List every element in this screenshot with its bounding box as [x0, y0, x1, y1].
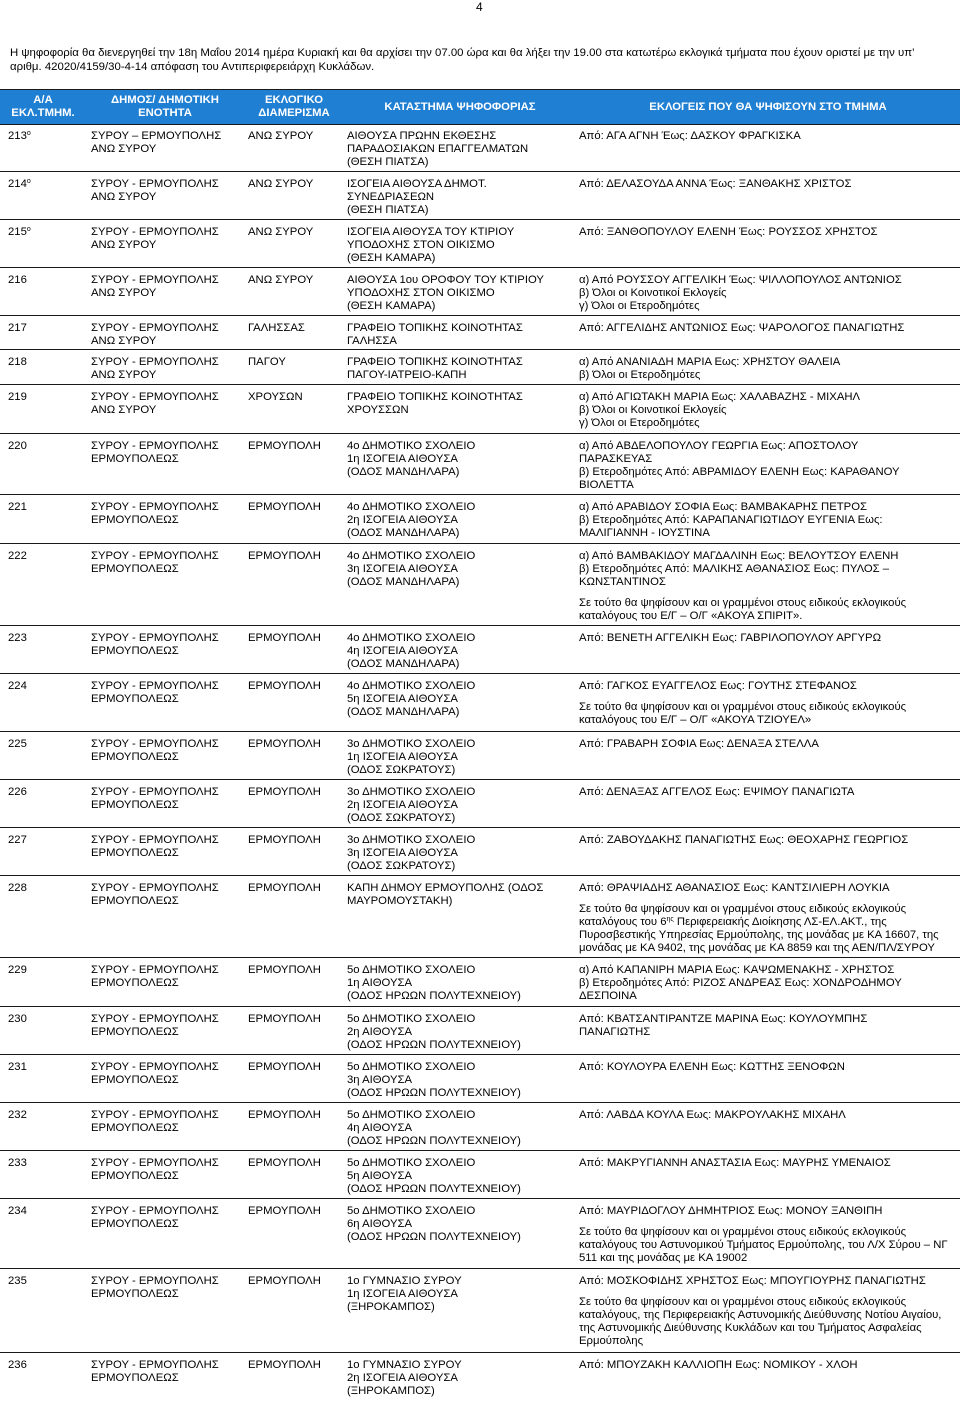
- electoral-district: ΕΡΜΟΥΠΟΛΗ: [248, 1359, 321, 1371]
- municipality: ΣΥΡΟΥ - ΕΡΜΟΥΠΟΛΗΣ ΕΡΜΟΥΠΟΛΕΩΣ: [91, 1359, 219, 1384]
- municipality: ΣΥΡΟΥ - ΕΡΜΟΥΠΟΛΗΣ ΕΡΜΟΥΠΟΛΕΩΣ: [91, 680, 219, 705]
- voters: Από: ΑΓΓΕΛΙΔΗΣ ΑΝΤΩΝΙΟΣ Εως: ΨΑΡΟΛΟΓΟΣ ΠΑΝΑΓΙΩΤΗΣ: [579, 322, 905, 334]
- row-separator: [0, 779, 960, 780]
- section-number: 232: [8, 1109, 27, 1121]
- electoral-district: ΕΡΜΟΥΠΟΛΗ: [248, 738, 321, 750]
- polling-station: ΑΙΘΟΥΣΑ 1ου ΟΡΟΦΟΥ ΤΟΥ ΚΤΙΡΙΟΥ ΥΠΟΔΟΧΗΣ ΣΤΟΝ ΟΙΚΙΣΜΟ (ΘΕΣΗ ΚΑΜΑΡΑ): [347, 274, 544, 312]
- section-number: $215^o$: [8, 226, 31, 238]
- municipality: ΣΥΡΟΥ - ΕΡΜΟΥΠΟΛΗΣ ΕΡΜΟΥΠΟΛΕΩΣ: [91, 1109, 219, 1134]
- row-separator: [0, 1150, 960, 1151]
- municipality: ΣΥΡΟΥ - ΕΡΜΟΥΠΟΛΗΣ ΕΡΜΟΥΠΟΛΕΩΣ: [91, 786, 219, 811]
- voters: α) Από ΒΑΜΒΑΚΙΔΟΥ ΜΑΓΔΑΛΙΝΗ Εως: ΒΕΛΟΥΤΣΟΥ ΕΛΕΝΗ β) Ετεροδημότες Από: ΜΑΛΙΚΗΣ ΑΘΑΝΑΣΙΟΣ Εως: ΠΥΛΟΣ – ΚΩΝΣΤΑΝΤΙΝΟΣ Σε τούτο θα ψηφίσουν και οι γραμμένοι στους ειδικούς εκλογικούς καταλόγους του Ε/Γ – Ο/Γ «ΑΚΟΥΑ ΣΠΙΡΙΤ».: [579, 550, 953, 623]
- special-voters-note: Σε τούτο θα ψηφίσουν και οι γραμμένοι στους ειδικούς εκλογικούς καταλόγους του Ε/Γ – Ο/Γ «ΑΚΟΥΑ ΣΠΙΡΙΤ».: [579, 597, 907, 622]
- section-number: $213^o$: [8, 130, 31, 142]
- polling-station: 4ο ΔΗΜΟΤΙΚΟ ΣΧΟΛΕΙΟ 3η ΙΣΟΓΕΙΑ ΑΙΘΟΥΣΑ (ΟΔΟΣ ΜΑΝΔΗΛΑΡΑ): [347, 550, 476, 588]
- section-number: 224: [8, 680, 27, 692]
- municipality: ΣΥΡΟΥ - ΕΡΜΟΥΠΟΛΗΣ ΑΝΩ ΣΥΡΟΥ: [91, 356, 219, 381]
- section-number: 225: [8, 738, 27, 750]
- voters: Από: ΛΑΒΔΑ ΚΟΥΛΑ Εως: ΜΑΚΡΟΥΛΑΚΗΣ ΜΙΧΑΗΛ: [579, 1109, 846, 1121]
- polling-station: 5ο ΔΗΜΟΤΙΚΟ ΣΧΟΛΕΙΟ 1η ΑΙΘΟΥΣΑ (ΟΔΟΣ ΗΡΩΩΝ ΠΟΛΥΤΕΧΝΕΙΟΥ): [347, 964, 521, 1002]
- voters: Από: ΞΑΝΘΟΠΟΥΛΟΥ ΕΛΕΝΗ Έως: ΡΟΥΣΣΟΣ ΧΡΗΣΤΟΣ: [579, 226, 878, 238]
- municipality: ΣΥΡΟΥ - ΕΡΜΟΥΠΟΛΗΣ ΑΝΩ ΣΥΡΟΥ: [91, 226, 219, 251]
- municipality: ΣΥΡΟΥ - ΕΡΜΟΥΠΟΛΗΣ ΕΡΜΟΥΠΟΛΕΩΣ: [91, 738, 219, 763]
- section-number: 217: [8, 322, 27, 334]
- polling-station: ΓΡΑΦΕΙΟ ΤΟΠΙΚΗΣ ΚΟΙΝΟΤΗΤΑΣ ΧΡΟΥΣΣΩΝ: [347, 391, 523, 416]
- special-voters-note: Σε τούτο θα ψηφίσουν και οι γραμμένοι στους ειδικούς εκλογικούς καταλόγους του $6^{\eta\varsigma}$ Περιφερειακής Διοίκησης ΛΣ-ΕΛ.ΑΚΤ., της Πυροσβεστικής Υπηρεσίας Ερμούπολης, της μονάδας με ΚΑ 16607, της μονάδας με ΚΑ 9402, της μονάδας με ΚΑ 8859 και της ΑΕΝ/ΠΛ/ΣΥΡΟΥ: [579, 903, 939, 954]
- polling-station: 5ο ΔΗΜΟΤΙΚΟ ΣΧΟΛΕΙΟ 2η ΑΙΘΟΥΣΑ (ΟΔΟΣ ΗΡΩΩΝ ΠΟΛΥΤΕΧΝΕΙΟΥ): [347, 1013, 521, 1051]
- section-number: 226: [8, 786, 27, 798]
- section-number: 222: [8, 550, 27, 562]
- polling-station: 3ο ΔΗΜΟΤΙΚΟ ΣΧΟΛΕΙΟ 3η ΙΣΟΓΕΙΑ ΑΙΘΟΥΣΑ (ΟΔΟΣ ΣΩΚΡΑΤΟΥΣ): [347, 834, 476, 872]
- voters: α) Από ΑΒΔΕΛΟΠΟΥΛΟΥ ΓΕΩΡΓΙΑ Εως: ΑΠΟΣΤΟΛΟΥ ΠΑΡΑΣΚΕΥΑΣ β) Ετεροδημότες Από: ΑΒΡΑΜΙΔΟΥ ΕΛΕΝΗ Εως: ΚΑΡΑΘΑΝΟΥ ΒΙΟΛΕΤΤΑ: [579, 440, 900, 491]
- section-number: 227: [8, 834, 27, 846]
- electoral-district: ΕΡΜΟΥΠΟΛΗ: [248, 834, 321, 846]
- municipality: ΣΥΡΟΥ - ΕΡΜΟΥΠΟΛΗΣ ΑΝΩ ΣΥΡΟΥ: [91, 322, 219, 347]
- voters: Από: ΚΟΥΛΟΥΡΑ ΕΛΕΝΗ Εως: ΚΩΤΤΗΣ ΞΕΝΟΦΩΝ: [579, 1061, 845, 1073]
- section-number: 235: [8, 1275, 27, 1287]
- polling-station: 5ο ΔΗΜΟΤΙΚΟ ΣΧΟΛΕΙΟ 3η ΑΙΘΟΥΣΑ (ΟΔΟΣ ΗΡΩΩΝ ΠΟΛΥΤΕΧΝΕΙΟΥ): [347, 1061, 521, 1099]
- intro-line: Η ψηφοφορία θα διενεργηθεί την 18η Μαΐου 2014 ημέρα Κυριακή και θα αρχίσει την 07.00 ώρα και θα λήξει την 19.00 στα κατωτέρω εκλογικά τμήματα που έχουν οριστεί με την υπ’: [10, 47, 915, 59]
- municipality: ΣΥΡΟΥ - ΕΡΜΟΥΠΟΛΗΣ ΕΡΜΟΥΠΟΛΕΩΣ: [91, 834, 219, 859]
- row-separator: [0, 875, 960, 876]
- header-dimos: ΔΗΜΟΣ/ ΔΗΜΟΤΙΚΗ ΕΝΟΤΗΤΑ: [111, 94, 219, 119]
- row-separator: [0, 731, 960, 732]
- electoral-district: ΕΡΜΟΥΠΟΛΗ: [248, 1205, 321, 1217]
- intro-line: αριθμ. 42020/4159/30-4-14 απόφαση του Αντιπεριφερειάρχη Κυκλάδων.: [10, 61, 375, 73]
- electoral-district: ΑΝΩ ΣΥΡΟΥ: [248, 178, 314, 190]
- section-number: 228: [8, 882, 27, 894]
- municipality: ΣΥΡΟΥ - ΕΡΜΟΥΠΟΛΗΣ ΑΝΩ ΣΥΡΟΥ: [91, 274, 219, 299]
- table-header: [0, 90, 960, 124]
- section-number: $214^o$: [8, 178, 31, 190]
- electoral-district: ΕΡΜΟΥΠΟΛΗ: [248, 550, 321, 562]
- voters: Από: ΚΒΑΤΣΑΝΤΙΡΑΝΤΖΕ ΜΑΡΙΝΑ Εως: ΚΟΥΛΟΥΜΠΗΣ ΠΑΝΑΓΙΩΤΗΣ: [579, 1013, 868, 1038]
- polling-station: ΓΡΑΦΕΙΟ ΤΟΠΙΚΗΣ ΚΟΙΝΟΤΗΤΑΣ ΠΑΓΟΥ-ΙΑΤΡΕΙΟ-ΚΑΠΗ: [347, 356, 523, 381]
- intro-text: [10, 46, 950, 74]
- electoral-district: ΕΡΜΟΥΠΟΛΗ: [248, 1275, 321, 1287]
- polling-station: 4ο ΔΗΜΟΤΙΚΟ ΣΧΟΛΕΙΟ 4η ΙΣΟΓΕΙΑ ΑΙΘΟΥΣΑ (ΟΔΟΣ ΜΑΝΔΗΛΑΡΑ): [347, 632, 476, 670]
- polling-station: 5ο ΔΗΜΟΤΙΚΟ ΣΧΟΛΕΙΟ 4η ΑΙΘΟΥΣΑ (ΟΔΟΣ ΗΡΩΩΝ ΠΟΛΥΤΕΧΝΕΙΟΥ): [347, 1109, 521, 1147]
- row-separator: [0, 673, 960, 674]
- row-separator: [0, 349, 960, 350]
- voters: Από: ΖΑΒΟΥΔΑΚΗΣ ΠΑΝΑΓΙΩΤΗΣ Εως: ΘΕΟΧΑΡΗΣ ΓΕΩΡΓΙΟΣ: [579, 834, 909, 846]
- polling-station: 3ο ΔΗΜΟΤΙΚΟ ΣΧΟΛΕΙΟ 2η ΙΣΟΓΕΙΑ ΑΙΘΟΥΣΑ (ΟΔΟΣ ΣΩΚΡΑΤΟΥΣ): [347, 786, 476, 824]
- municipality: ΣΥΡΟΥ - ΕΡΜΟΥΠΟΛΗΣ ΕΡΜΟΥΠΟΛΕΩΣ: [91, 440, 219, 465]
- municipality: ΣΥΡΟΥ - ΕΡΜΟΥΠΟΛΗΣ ΕΡΜΟΥΠΟΛΕΩΣ: [91, 882, 219, 907]
- voters: α) Από ΡΟΥΣΣΟΥ ΑΓΓΕΛΙΚΗ Έως: ΨΙΛΛΟΠΟΥΛΟΣ ΑΝΤΩΝΙΟΣ β) Όλοι οι Κοινοτικοί Εκλογείς γ) Όλοι οι Ετεροδημότες: [579, 274, 902, 312]
- voters: Από: ΜΟΣΚΟΦΙΔΗΣ ΧΡΗΣΤΟΣ Εως: ΜΠΟΥΓΙΟΥΡΗΣ ΠΑΝΑΓΙΩΤΗΣ Σε τούτο θα ψηφίσουν και οι γραμμένοι στους ειδικούς εκλογικούς καταλόγους, της Περιφερειακής Αστυνομικής Διεύθυνσης Νοτίου Αιγαίου, της Αστυνομικής Διεύθυνσης Κυκλάδων και του Τμήματος Ασφαλείας Ερμούπολης: [579, 1275, 953, 1348]
- municipality: ΣΥΡΟΥ - ΕΡΜΟΥΠΟΛΗΣ ΕΡΜΟΥΠΟΛΕΩΣ: [91, 964, 219, 989]
- polling-station: 4ο ΔΗΜΟΤΙΚΟ ΣΧΟΛΕΙΟ 5η ΙΣΟΓΕΙΑ ΑΙΘΟΥΣΑ (ΟΔΟΣ ΜΑΝΔΗΛΑΡΑ): [347, 680, 476, 718]
- voters: Από: ΒΕΝΕΤΗ ΑΓΓΕΛΙΚΗ Εως: ΓΑΒΡΙΛΟΠΟΥΛΟΥ ΑΡΓΥΡΩ: [579, 632, 882, 644]
- row-separator: [0, 625, 960, 626]
- section-number: 221: [8, 501, 27, 513]
- section-number: 218: [8, 356, 27, 368]
- row-separator: [0, 543, 960, 544]
- municipality: ΣΥΡΟΥ - ΕΡΜΟΥΠΟΛΗΣ ΕΡΜΟΥΠΟΛΕΩΣ: [91, 1157, 219, 1182]
- polling-station: 5ο ΔΗΜΟΤΙΚΟ ΣΧΟΛΕΙΟ 5η ΑΙΘΟΥΣΑ (ΟΔΟΣ ΗΡΩΩΝ ΠΟΛΥΤΕΧΝΕΙΟΥ): [347, 1157, 521, 1195]
- row-separator: [0, 1102, 960, 1103]
- electoral-district: ΕΡΜΟΥΠΟΛΗ: [248, 964, 321, 976]
- row-separator: [0, 494, 960, 495]
- special-voters-note: Σε τούτο θα ψηφίσουν και οι γραμμένοι στους ειδικούς εκλογικούς καταλόγους του Αστυνομικού Τμήματος Ερμούπολης, του Λ/Χ Σύρου – ΝΓ 511 και της μονάδας με ΚΑ 19002: [579, 1226, 948, 1264]
- municipality: ΣΥΡΟΥ - ΕΡΜΟΥΠΟΛΗΣ ΕΡΜΟΥΠΟΛΕΩΣ: [91, 1275, 219, 1300]
- section-number: 233: [8, 1157, 27, 1169]
- section-number: 231: [8, 1061, 27, 1073]
- row-separator: [0, 1352, 960, 1353]
- polling-station: 1ο ΓΥΜΝΑΣΙΟ ΣΥΡΟΥ 1η ΙΣΟΓΕΙΑ ΑΙΘΟΥΣΑ (ΞΗΡΟΚΑΜΠΟΣ): [347, 1275, 462, 1313]
- voters: α) Από ΚΑΠΑΝΙΡΗ ΜΑΡΙΑ Εως: ΚΑΨΩΜΕΝΑΚΗΣ - ΧΡΗΣΤΟΣ β) Ετεροδημότες Από: ΡΙΖΟΣ ΑΝΔΡΕΑΣ Εως: ΧΟΝΔΡΟΔΗΜΟΥ ΔΕΣΠΟΙΝΑ: [579, 964, 902, 1002]
- page-number: 4: [476, 0, 483, 14]
- electoral-district: ΕΡΜΟΥΠΟΛΗ: [248, 1061, 321, 1073]
- row-separator: [0, 315, 960, 316]
- municipality: ΣΥΡΟΥ - ΕΡΜΟΥΠΟΛΗΣ ΕΡΜΟΥΠΟΛΕΩΣ: [91, 550, 219, 575]
- row-separator: [0, 384, 960, 385]
- municipality: ΣΥΡΟΥ - ΕΡΜΟΥΠΟΛΗΣ ΕΡΜΟΥΠΟΛΕΩΣ: [91, 1205, 219, 1230]
- section-number: 216: [8, 274, 27, 286]
- electoral-district: ΕΡΜΟΥΠΟΛΗ: [248, 1157, 321, 1169]
- municipality: ΣΥΡΟΥ - ΕΡΜΟΥΠΟΛΗΣ ΑΝΩ ΣΥΡΟΥ: [91, 178, 219, 203]
- ordinal-sup: ο: [26, 226, 31, 233]
- municipality: ΣΥΡΟΥ - ΕΡΜΟΥΠΟΛΗΣ ΑΝΩ ΣΥΡΟΥ: [91, 391, 219, 416]
- electoral-district: ΕΡΜΟΥΠΟΛΗ: [248, 680, 321, 692]
- voters: Από: ΔΕΝΑΞΑΣ ΑΓΓΕΛΟΣ Εως: ΕΨΙΜΟΥ ΠΑΝΑΓΙΩΤΑ: [579, 786, 855, 798]
- electoral-district: ΕΡΜΟΥΠΟΛΗ: [248, 501, 321, 513]
- section-number: 223: [8, 632, 27, 644]
- voters: α) Από ΑΓΙΩΤΑΚΗ ΜΑΡΙΑ Εως: ΧΑΛΑΒΑΖΗΣ - ΜΙΧΑΗΛ β) Όλοι οι Κοινοτικοί Εκλογείς γ) Όλοι οι Ετεροδημότες: [579, 391, 861, 429]
- ordinal-sup: ο: [26, 178, 31, 185]
- municipality: ΣΥΡΟΥ – ΕΡΜΟΥΠΟΛΗΣ ΑΝΩ ΣΥΡΟΥ: [91, 130, 222, 155]
- electoral-district: ΑΝΩ ΣΥΡΟΥ: [248, 274, 314, 286]
- polling-station: ΑΙΘΟΥΣΑ ΠΡΩΗΝ ΕΚΘΕΣΗΣ ΠΑΡΑΔΟΣΙΑΚΩΝ ΕΠΑΓΓΕΛΜΑΤΩΝ (ΘΕΣΗ ΠΙΑΤΣΑ): [347, 130, 529, 168]
- row-separator: [0, 1268, 960, 1269]
- row-separator: [0, 957, 960, 958]
- municipality: ΣΥΡΟΥ - ΕΡΜΟΥΠΟΛΗΣ ΕΡΜΟΥΠΟΛΕΩΣ: [91, 1061, 219, 1086]
- electoral-district: ΕΡΜΟΥΠΟΛΗ: [248, 882, 321, 894]
- voters: Από: ΔΕΛΑΣΟΥΔΑ ΑΝΝΑ Έως: ΞΑΝΘΑΚΗΣ ΧΡΙΣΤΟΣ: [579, 178, 852, 190]
- voters: Από: ΜΠΟΥΖΑΚΗ ΚΑΛΛΙΟΠΗ Εως: ΝΟΜΙΚΟΥ - ΧΛΟΗ: [579, 1359, 858, 1371]
- voters: α) Από ΑΡΑΒΙΔΟΥ ΣΟΦΙΑ Εως: ΒΑΜΒΑΚΑΡΗΣ ΠΕΤΡΟΣ β) Ετεροδημότες Από: ΚΑΡΑΠΑΝΑΓΙΩΤΙΔΟΥ ΕΥΓΕΝΙΑ Εως: ΜΑΛΙΓΙΑΝΝΗ - ΙΟΥΣΤΙΝΑ: [579, 501, 883, 539]
- row-separator: [0, 171, 960, 172]
- section-number: 229: [8, 964, 27, 976]
- electoral-district: ΕΡΜΟΥΠΟΛΗ: [248, 632, 321, 644]
- section-number: 220: [8, 440, 27, 452]
- polling-station: 1ο ΓΥΜΝΑΣΙΟ ΣΥΡΟΥ 2η ΙΣΟΓΕΙΑ ΑΙΘΟΥΣΑ (ΞΗΡΟΚΑΜΠΟΣ): [347, 1359, 462, 1397]
- polling-station: 5ο ΔΗΜΟΤΙΚΟ ΣΧΟΛΕΙΟ 6η ΑΙΘΟΥΣΑ (ΟΔΟΣ ΗΡΩΩΝ ΠΟΛΥΤΕΧΝΕΙΟΥ): [347, 1205, 521, 1243]
- section-number: 219: [8, 391, 27, 403]
- section-number: 236: [8, 1359, 27, 1371]
- electoral-district: ΑΝΩ ΣΥΡΟΥ: [248, 130, 314, 142]
- polling-station: ΙΣΟΓΕΙΑ ΑΙΘΟΥΣΑ ΔΗΜΟΤ. ΣΥΝΕΔΡΙΑΣΕΩΝ (ΘΕΣΗ ΠΙΑΤΣΑ): [347, 178, 487, 216]
- polling-station: 4ο ΔΗΜΟΤΙΚΟ ΣΧΟΛΕΙΟ 2η ΙΣΟΓΕΙΑ ΑΙΘΟΥΣΑ (ΟΔΟΣ ΜΑΝΔΗΛΑΡΑ): [347, 501, 476, 539]
- voters: Από: ΓΑΓΚΟΣ ΕΥΑΓΓΕΛΟΣ Εως: ΓΟΥΤΗΣ ΣΤΕΦΑΝΟΣ Σε τούτο θα ψηφίσουν και οι γραμμένοι στους ειδικούς εκλογικούς καταλόγους του Ε/Γ – Ο/Γ «ΑΚΟΥΑ ΤΖΙΟΥΕΛ»: [579, 680, 953, 727]
- municipality: ΣΥΡΟΥ - ΕΡΜΟΥΠΟΛΗΣ ΕΡΜΟΥΠΟΛΕΩΣ: [91, 632, 219, 657]
- polling-station: ΚΑΠΗ ΔΗΜΟΥ ΕΡΜΟΥΠΟΛΗΣ (ΟΔΟΣ ΜΑΥΡΟΜΟΥΣΤΑΚΗ): [347, 882, 544, 907]
- header-bottom-rule: [0, 124, 960, 125]
- electoral-district: ΕΡΜΟΥΠΟΛΗ: [248, 1109, 321, 1121]
- row-separator: [0, 267, 960, 268]
- electoral-district: ΕΡΜΟΥΠΟΛΗ: [248, 786, 321, 798]
- polling-station: ΙΣΟΓΕΙΑ ΑΙΘΟΥΣΑ ΤΟΥ ΚΤΙΡΙΟΥ ΥΠΟΔΟΧΗΣ ΣΤΟΝ ΟΙΚΙΣΜΟ (ΘΕΣΗ ΚΑΜΑΡΑ): [347, 226, 515, 264]
- special-voters-note: Σε τούτο θα ψηφίσουν και οι γραμμένοι στους ειδικούς εκλογικούς καταλόγους, της Περιφερειακής Αστυνομικής Διεύθυνσης Νοτίου Αιγαίου, της Αστυνομικής Διεύθυνσης Κυκλάδων και του Τμήματος Ασφαλείας Ερμούπολης: [579, 1296, 942, 1347]
- municipality: ΣΥΡΟΥ - ΕΡΜΟΥΠΟΛΗΣ ΕΡΜΟΥΠΟΛΕΩΣ: [91, 1013, 219, 1038]
- voters: Από: ΓΡΑΒΑΡΗ ΣΟΦΙΑ Εως: ΔΕΝΑΞΑ ΣΤΕΛΛΑ: [579, 738, 819, 750]
- header-ekloges: ΕΚΛΟΓΕΙΣ ΠΟΥ ΘΑ ΨΗΦΙΣΟΥΝ ΣΤΟ ΤΜΗΜΑ: [649, 100, 887, 113]
- section-number: 230: [8, 1013, 27, 1025]
- polling-station: ΓΡΑΦΕΙΟ ΤΟΠΙΚΗΣ ΚΟΙΝΟΤΗΤΑΣ ΓΑΛΗΣΣΑ: [347, 322, 523, 347]
- voters: Από: ΑΓΑ ΑΓΝΗ Έως: ΔΑΣΚΟΥ ΦΡΑΓΚΙΣΚΑ: [579, 130, 801, 142]
- special-voters-note: Σε τούτο θα ψηφίσουν και οι γραμμένοι στους ειδικούς εκλογικούς καταλόγους του Ε/Γ – Ο/Γ «ΑΚΟΥΑ ΤΖΙΟΥΕΛ»: [579, 701, 907, 726]
- municipality: ΣΥΡΟΥ - ΕΡΜΟΥΠΟΛΗΣ ΕΡΜΟΥΠΟΛΕΩΣ: [91, 501, 219, 526]
- row-separator: [0, 433, 960, 434]
- row-separator: [0, 1054, 960, 1055]
- voters: Από: ΜΑΥΡΙΔΟΓΛΟΥ ΔΗΜΗΤΡΙΟΣ Εως: ΜΟΝΟΥ ΞΑΝΘΙΠΗ Σε τούτο θα ψηφίσουν και οι γραμμένοι στους ειδικούς εκλογικούς καταλόγους του Αστυνομικού Τμήματος Ερμούπολης, του Λ/Χ Σύρου – ΝΓ 511 και της μονάδας με ΚΑ 19002: [579, 1205, 953, 1265]
- row-separator: [0, 1198, 960, 1199]
- row-separator: [0, 1006, 960, 1007]
- voters: Από: ΘΡΑΨΙΑΔΗΣ ΑΘΑΝΑΣΙΟΣ Εως: ΚΑΝΤΣΙΛΙΕΡΗ ΛΟΥΚΙΑ Σε τούτο θα ψηφίσουν και οι γραμμένοι στους ειδικούς εκλογικούς καταλόγους του $6^{\eta\varsigma}$ Περιφερειακής Διοίκησης ΛΣ-ΕΛ.ΑΚΤ., της Πυροσβεστικής Υπηρεσίας Ερμούπολης, της μονάδας με ΚΑ 16607, της μονάδας με ΚΑ 9402, της μονάδας με ΚΑ 8859 και της ΑΕΝ/ΠΛ/ΣΥΡΟΥ: [579, 882, 953, 955]
- row-separator: [0, 827, 960, 828]
- electoral-district: ΓΑΛΗΣΣΑΣ: [248, 322, 305, 334]
- section-number: 234: [8, 1205, 27, 1217]
- electoral-district: ΑΝΩ ΣΥΡΟΥ: [248, 226, 314, 238]
- polling-station: 3ο ΔΗΜΟΤΙΚΟ ΣΧΟΛΕΙΟ 1η ΙΣΟΓΕΙΑ ΑΙΘΟΥΣΑ (ΟΔΟΣ ΣΩΚΡΑΤΟΥΣ): [347, 738, 476, 776]
- header-aa: Α/Α ΕΚΛ.ΤΜΗΜ.: [11, 94, 75, 119]
- electoral-district: ΠΑΓΟΥ: [248, 356, 286, 368]
- row-separator: [0, 219, 960, 220]
- electoral-district: ΕΡΜΟΥΠΟΛΗ: [248, 440, 321, 452]
- header-diamerisma: ΕΚΛΟΓΙΚΟ ΔΙΑΜΕΡΙΣΜΑ: [258, 94, 330, 119]
- voters: α) Από ΑΝΑΝΙΑΔΗ ΜΑΡΙΑ Εως: ΧΡΗΣΤΟΥ ΘΑΛΕΙΑ β) Όλοι οι Ετεροδημότες: [579, 356, 841, 381]
- header-katastima: ΚΑΤΑΣΤΗΜΑ ΨΗΦΟΦΟΡΙΑΣ: [384, 100, 536, 113]
- ordinal-sup: ο: [26, 130, 31, 137]
- voters: Από: ΜΑΚΡΥΓΙΑΝΝΗ ΑΝΑΣΤΑΣΙΑ Εως: ΜΑΥΡΗΣ ΥΜΕΝΑΙΟΣ: [579, 1157, 891, 1169]
- polling-station: 4ο ΔΗΜΟΤΙΚΟ ΣΧΟΛΕΙΟ 1η ΙΣΟΓΕΙΑ ΑΙΘΟΥΣΑ (ΟΔΟΣ ΜΑΝΔΗΛΑΡΑ): [347, 440, 476, 478]
- electoral-district: ΧΡΟΥΣΩΝ: [248, 391, 303, 403]
- electoral-district: ΕΡΜΟΥΠΟΛΗ: [248, 1013, 321, 1025]
